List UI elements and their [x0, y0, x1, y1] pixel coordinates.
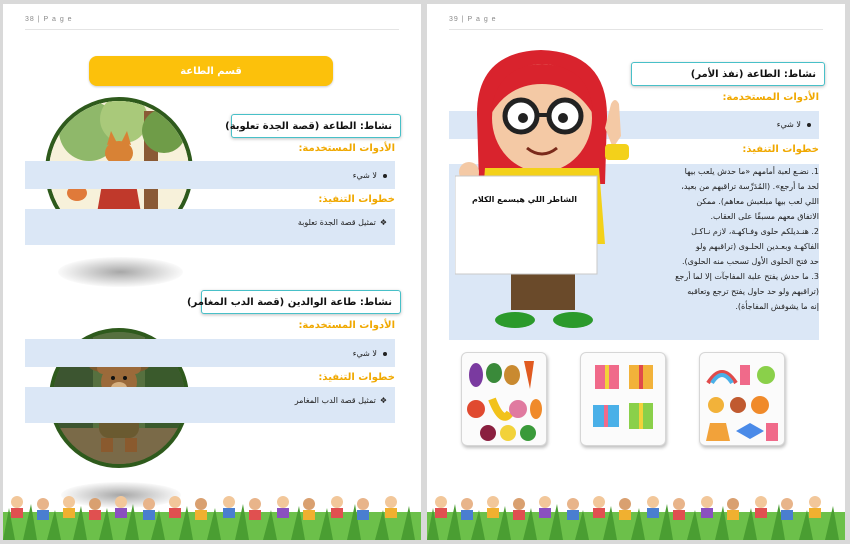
- activity2-band-steps: [25, 387, 395, 423]
- step-line: اللي لعب بيها مبلعبش معاهم). ممكن: [696, 197, 819, 206]
- activity2-step: ❖تمثيل قصة الدب المغامر: [294, 396, 387, 405]
- section-button[interactable]: قسم الطاعة: [89, 56, 333, 86]
- kids-grass-footer: [427, 494, 845, 540]
- activity1-step: ❖تمثيل قصة الجدة تعلوبة: [297, 218, 387, 227]
- header-divider: [449, 29, 823, 30]
- fruits-vegetables-card: [461, 352, 547, 446]
- step-line: لحد ما أرجع». (المُدَرِّسة تراقبهم من بعيد،: [681, 182, 819, 191]
- steps-text: [619, 164, 819, 314]
- right-page: [427, 4, 845, 540]
- gift-boxes-card: [580, 352, 666, 446]
- activity1-band-steps: [25, 209, 395, 245]
- steps-label: خطوات التنفيذ:: [742, 144, 819, 155]
- step-line: الفاكهـة وبعـدين الحلـوى (تراقبهم ولو: [695, 242, 819, 251]
- surprise-box-card: [699, 352, 785, 446]
- left-page: [3, 4, 421, 540]
- activity2-tools-label: الأدوات المستخدمة:: [298, 320, 395, 331]
- header-divider: [25, 29, 399, 30]
- activity2-steps-label: خطوات التنفيذ:: [318, 372, 395, 383]
- step-line: 1. نضـع لعبة أمامهم «ما حدش يلعب بيها: [684, 167, 819, 176]
- sign-text: الشاطر اللي هيسمع الكلام: [472, 195, 577, 204]
- page-number: 39 | P a g e: [449, 16, 497, 23]
- activity2-tools-item: لا شيء: [353, 349, 387, 358]
- step-line: الاتفاق معهم مسبقًا على العقاب.: [710, 212, 819, 221]
- activity-title: نشاط: الطاعة (نفذ الأمر): [631, 62, 825, 86]
- kids-grass-footer: [3, 494, 421, 540]
- page-number: 38 | P a g e: [25, 16, 73, 23]
- tools-item: لا شيء: [777, 120, 811, 129]
- step-line: حد فتح الحلوى الأول تسحب منه الحلوى).: [681, 257, 819, 266]
- illustration-shadow: [58, 257, 183, 287]
- step-line: 2. هنـديلكم حلوى وفـاكهـة، لازم نـاكـل: [691, 227, 819, 236]
- activity1-band-tools: [25, 161, 395, 189]
- activity2-band-tools: [25, 339, 395, 367]
- girl-holding-sign-illustration: [455, 44, 635, 329]
- step-line: (تراقبهم ولو حد حاول يفتح ترجع وتعاقبه: [687, 287, 819, 296]
- activity1-steps-label: خطوات التنفيذ:: [318, 194, 395, 205]
- step-line: 3. ما حدش يفتح علبة المفاجآت إلا لما أرجع: [675, 272, 819, 281]
- step-line: إنه ما يشوفش المفاجأة).: [735, 302, 819, 311]
- activity2-title: نشاط: طاعة الوالدين (قصة الدب المغامر): [201, 290, 401, 314]
- activity1-tools-item: لا شيء: [353, 171, 387, 180]
- activity1-title: نشاط: الطاعة (قصة الجدة تعلوبة): [231, 114, 401, 138]
- tools-label: الأدوات المستخدمة:: [722, 92, 819, 103]
- activity1-tools-label: الأدوات المستخدمة:: [298, 143, 395, 154]
